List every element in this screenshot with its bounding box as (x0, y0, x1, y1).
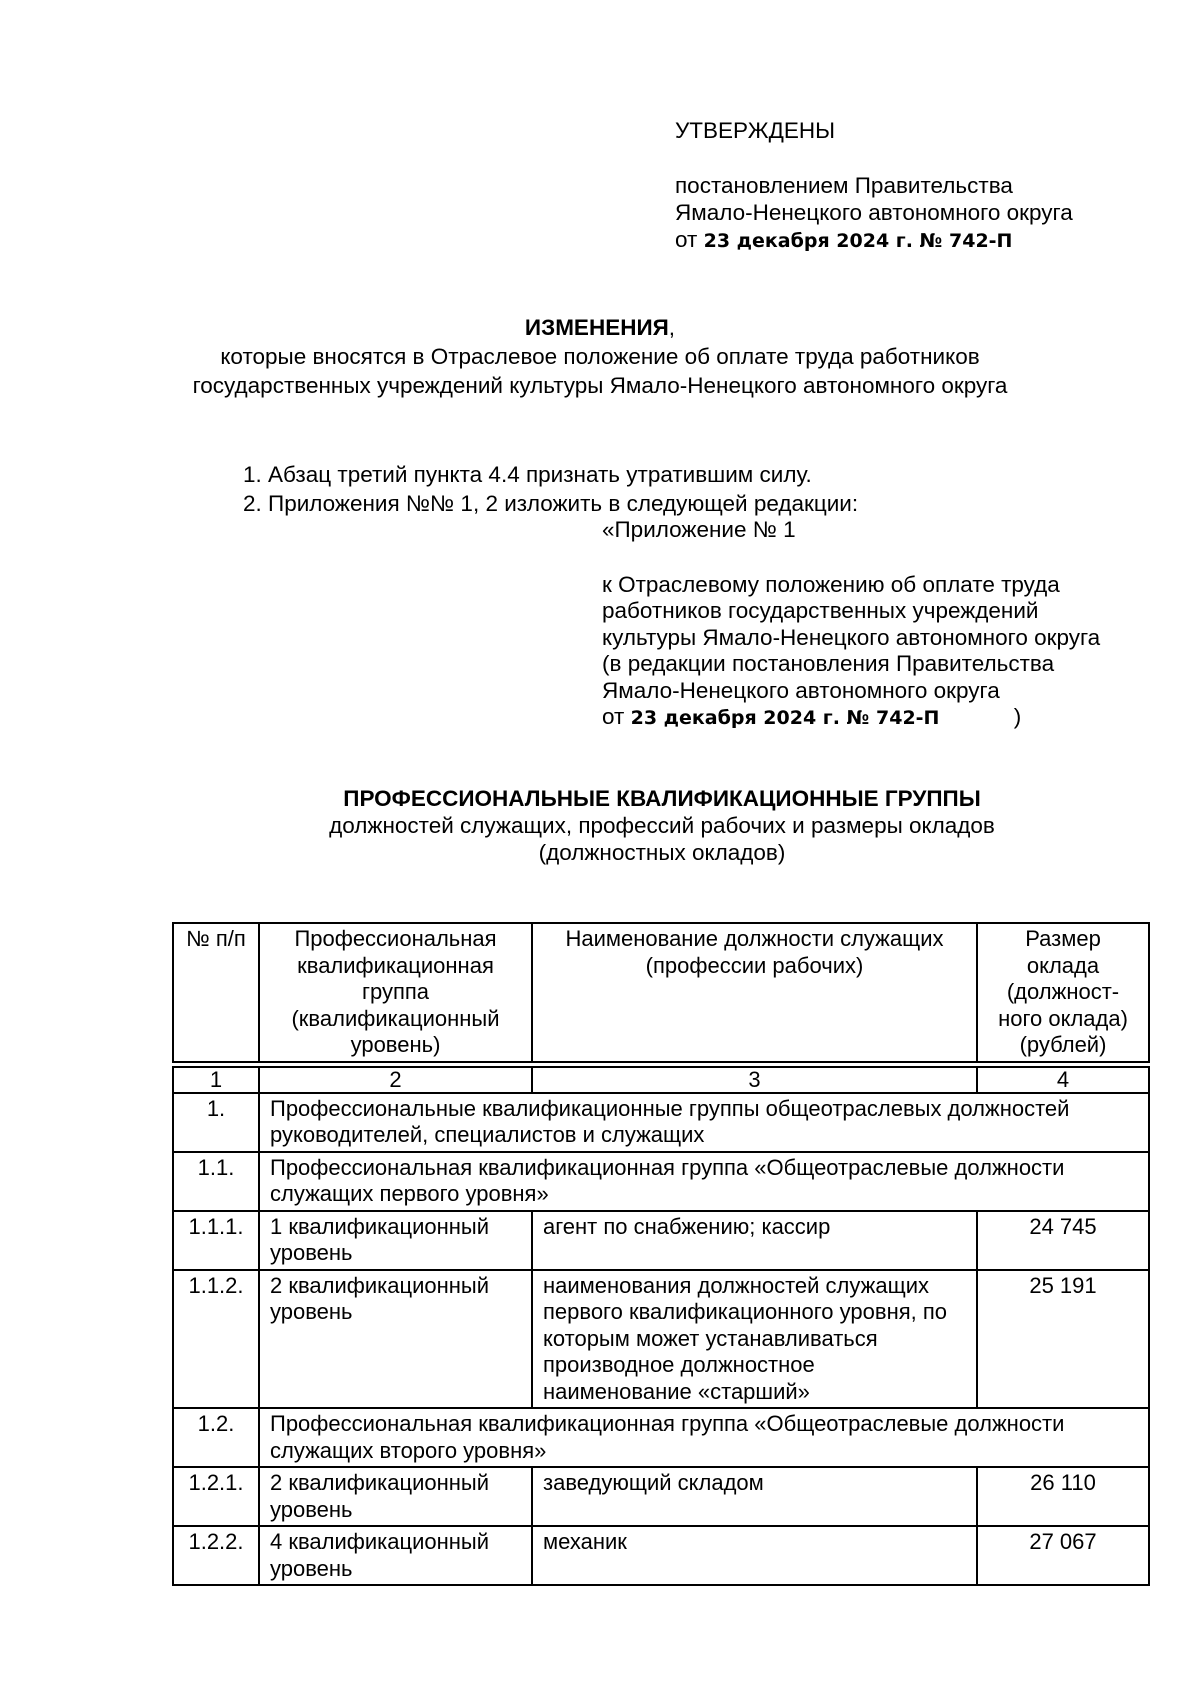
amendment-item: 2. Приложения №№ 1, 2 изложить в следующей редакции: (243, 491, 859, 516)
column-number: 1 (173, 1067, 259, 1093)
table-row (173, 1211, 1149, 1270)
approval-line-2: Ямало-Ненецкого автономного округа (675, 200, 1073, 225)
column-number-row (173, 1067, 1149, 1093)
approval-heading: УТВЕРЖДЕНЫ (675, 118, 835, 143)
table-row (173, 1526, 1149, 1585)
appendix-date-line (602, 704, 1100, 732)
row-group-title: Профессиональная квалификационная группа «Общеотраслевые должности служащих второго уровня» (259, 1408, 1149, 1467)
table-row (173, 1270, 1149, 1409)
appendix-heading: «Приложение № 1 (602, 517, 796, 542)
row-group-title: Профессиональные квалификационные группы общеотраслевых должностей руководителей, специалистов и служащих (259, 1093, 1149, 1152)
appendix-line: к Отраслевому положению об оплате труда (602, 571, 1060, 597)
row-salary: 26 110 (977, 1467, 1149, 1526)
table-row (173, 1408, 1149, 1467)
row-number: 1. (173, 1093, 259, 1152)
row-salary: 24 745 (977, 1211, 1149, 1270)
title-line-2: государственных учреждений культуры Ямало-Ненецкого автономного округа (192, 373, 1008, 398)
row-number: 1.1. (173, 1152, 259, 1211)
appendix-date-suffix: ) (1013, 704, 1022, 729)
appendix-line: (в редакции постановления Правительства (602, 651, 1055, 676)
row-level: 1 квалификационный уровень (259, 1211, 532, 1270)
header-cell-group: Профессиональная квалификационная группа (квалификационный уровень) (259, 923, 532, 1062)
row-number: 1.1.2. (173, 1270, 259, 1409)
section-subtitle-2: (должностных окладов) (538, 840, 786, 865)
document-title (0, 313, 1200, 400)
row-position: наименования должностей служащих первого квалификационного уровня, по которым может устанавливаться производное должностное наименование «старший» (532, 1270, 977, 1409)
table-header-row (173, 923, 1149, 1062)
row-number: 1.2.1. (173, 1467, 259, 1526)
header-cell-salary: Размер оклада (должност-ного оклада) (рублей) (977, 923, 1149, 1062)
approval-date: 23 декабря 2024 г. № 742-П (703, 230, 1013, 252)
row-position: агент по снабжению; кассир (532, 1211, 977, 1270)
header-cell-number: № п/п (173, 923, 259, 1062)
title-main-suffix: , (668, 315, 676, 340)
row-level: 4 квалификационный уровень (259, 1526, 532, 1585)
title-main-line (0, 313, 1200, 342)
appendix-line: Ямало-Ненецкого автономного округа (602, 677, 1000, 703)
row-number: 1.2.2. (173, 1526, 259, 1585)
appendix-date: 23 декабря 2024 г. № 742-П (630, 707, 940, 729)
row-level: 2 квалификационный уровень (259, 1270, 532, 1409)
title-main: ИЗМЕНЕНИЯ (524, 315, 669, 340)
table-row (173, 1093, 1149, 1152)
title-line-1: которые вносятся в Отраслевое положение об оплате труда работников (220, 344, 980, 369)
table-row (173, 1467, 1149, 1526)
column-number: 3 (532, 1067, 977, 1093)
appendix-block (602, 517, 1100, 732)
approval-line-1: постановлением Правительства (675, 173, 1013, 198)
approval-date-prefix: от (675, 227, 698, 252)
approval-block (675, 117, 1073, 255)
section-subtitle-1: должностей служащих, профессий рабочих и размеры окладов (329, 813, 995, 838)
table-row (173, 1152, 1149, 1211)
amendment-items (243, 460, 858, 518)
row-salary: 25 191 (977, 1270, 1149, 1409)
row-position: механик (532, 1526, 977, 1585)
row-salary: 27 067 (977, 1526, 1149, 1585)
appendix-line: культуры Ямало-Ненецкого автономного округа (602, 624, 1101, 650)
row-group-title: Профессиональная квалификационная группа «Общеотраслевые должности служащих первого уровня» (259, 1152, 1149, 1211)
column-number: 4 (977, 1067, 1149, 1093)
appendix-date-prefix: от (602, 704, 625, 729)
row-number: 1.1.1. (173, 1211, 259, 1270)
row-position: заведующий складом (532, 1467, 977, 1526)
row-level: 2 квалификационный уровень (259, 1467, 532, 1526)
qualification-groups-table (172, 922, 1150, 1586)
section-title: ПРОФЕССИОНАЛЬНЫЕ КВАЛИФИКАЦИОННЫЕ ГРУППЫ (343, 786, 981, 811)
row-number: 1.2. (173, 1408, 259, 1467)
column-number: 2 (259, 1067, 532, 1093)
amendment-item: 1. Абзац третий пункта 4.4 признать утратившим силу. (243, 462, 812, 487)
appendix-line: работников государственных учреждений (602, 598, 1039, 623)
header-cell-position: Наименование должности служащих (профессии рабочих) (532, 923, 977, 1062)
section-heading (0, 785, 1200, 866)
approval-date-line (675, 226, 1073, 255)
